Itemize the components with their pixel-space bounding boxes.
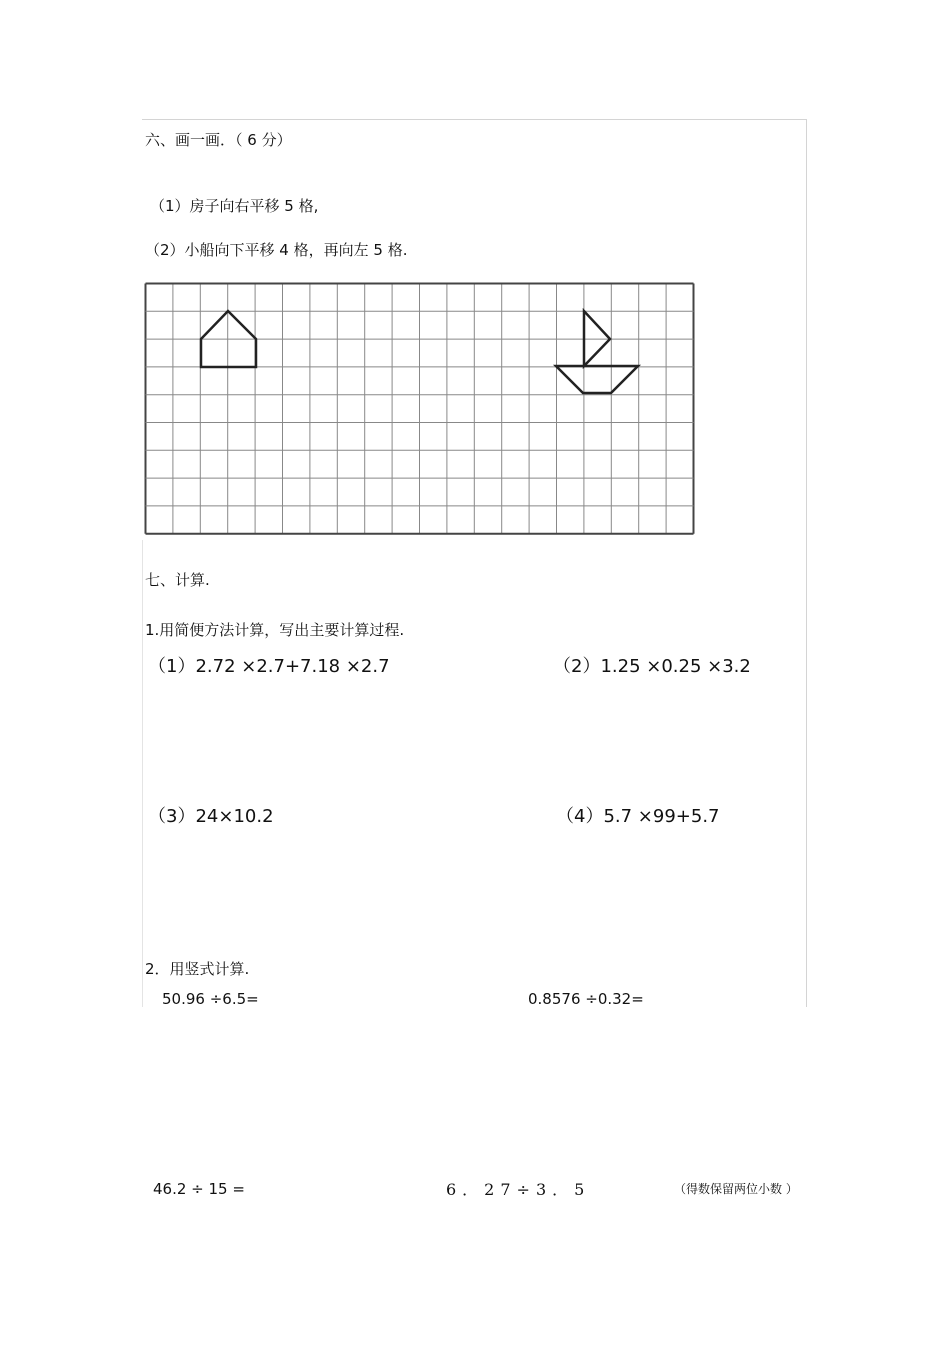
part1-title: 1.用简便方法计算，写出主要计算过程. [145,621,405,639]
part2-title: 2．用竖式计算. [145,960,250,978]
page-frame-left-edge [142,540,143,1007]
question-1: （1）2.72 ×2.7+7.18 ×2.7 [148,656,390,677]
section7-heading: 七、计算. [145,571,210,589]
boat-hull [556,366,638,393]
question-2: （2）1.25 ×0.25 ×3.2 [553,656,751,677]
rounding-note: （得数保留两位小数 ） [674,1182,798,1196]
drawing-grid [144,282,696,538]
vertical-calc-3: 46.2 ÷ 15 = [153,1180,245,1198]
section6-task1: （1）房子向右平移 5 格, [150,197,319,215]
vertical-calc-1: 50.96 ÷6.5= [162,990,259,1008]
question-3: （3）24×10.2 [148,806,274,827]
grid-lines [146,284,694,534]
section6-heading: 六、画一画．（ 6 分） [145,131,292,149]
boat-shape [556,311,638,393]
boat-sail [584,311,610,366]
vertical-calc-2: 0.8576 ÷0.32= [528,990,644,1008]
section6-task2: （2）小船向下平移 4 格，再向左 5 格. [145,241,408,259]
vertical-calc-4: 6．27÷3．5 [446,1180,591,1199]
question-4: （4）5.7 ×99+5.7 [556,806,720,827]
